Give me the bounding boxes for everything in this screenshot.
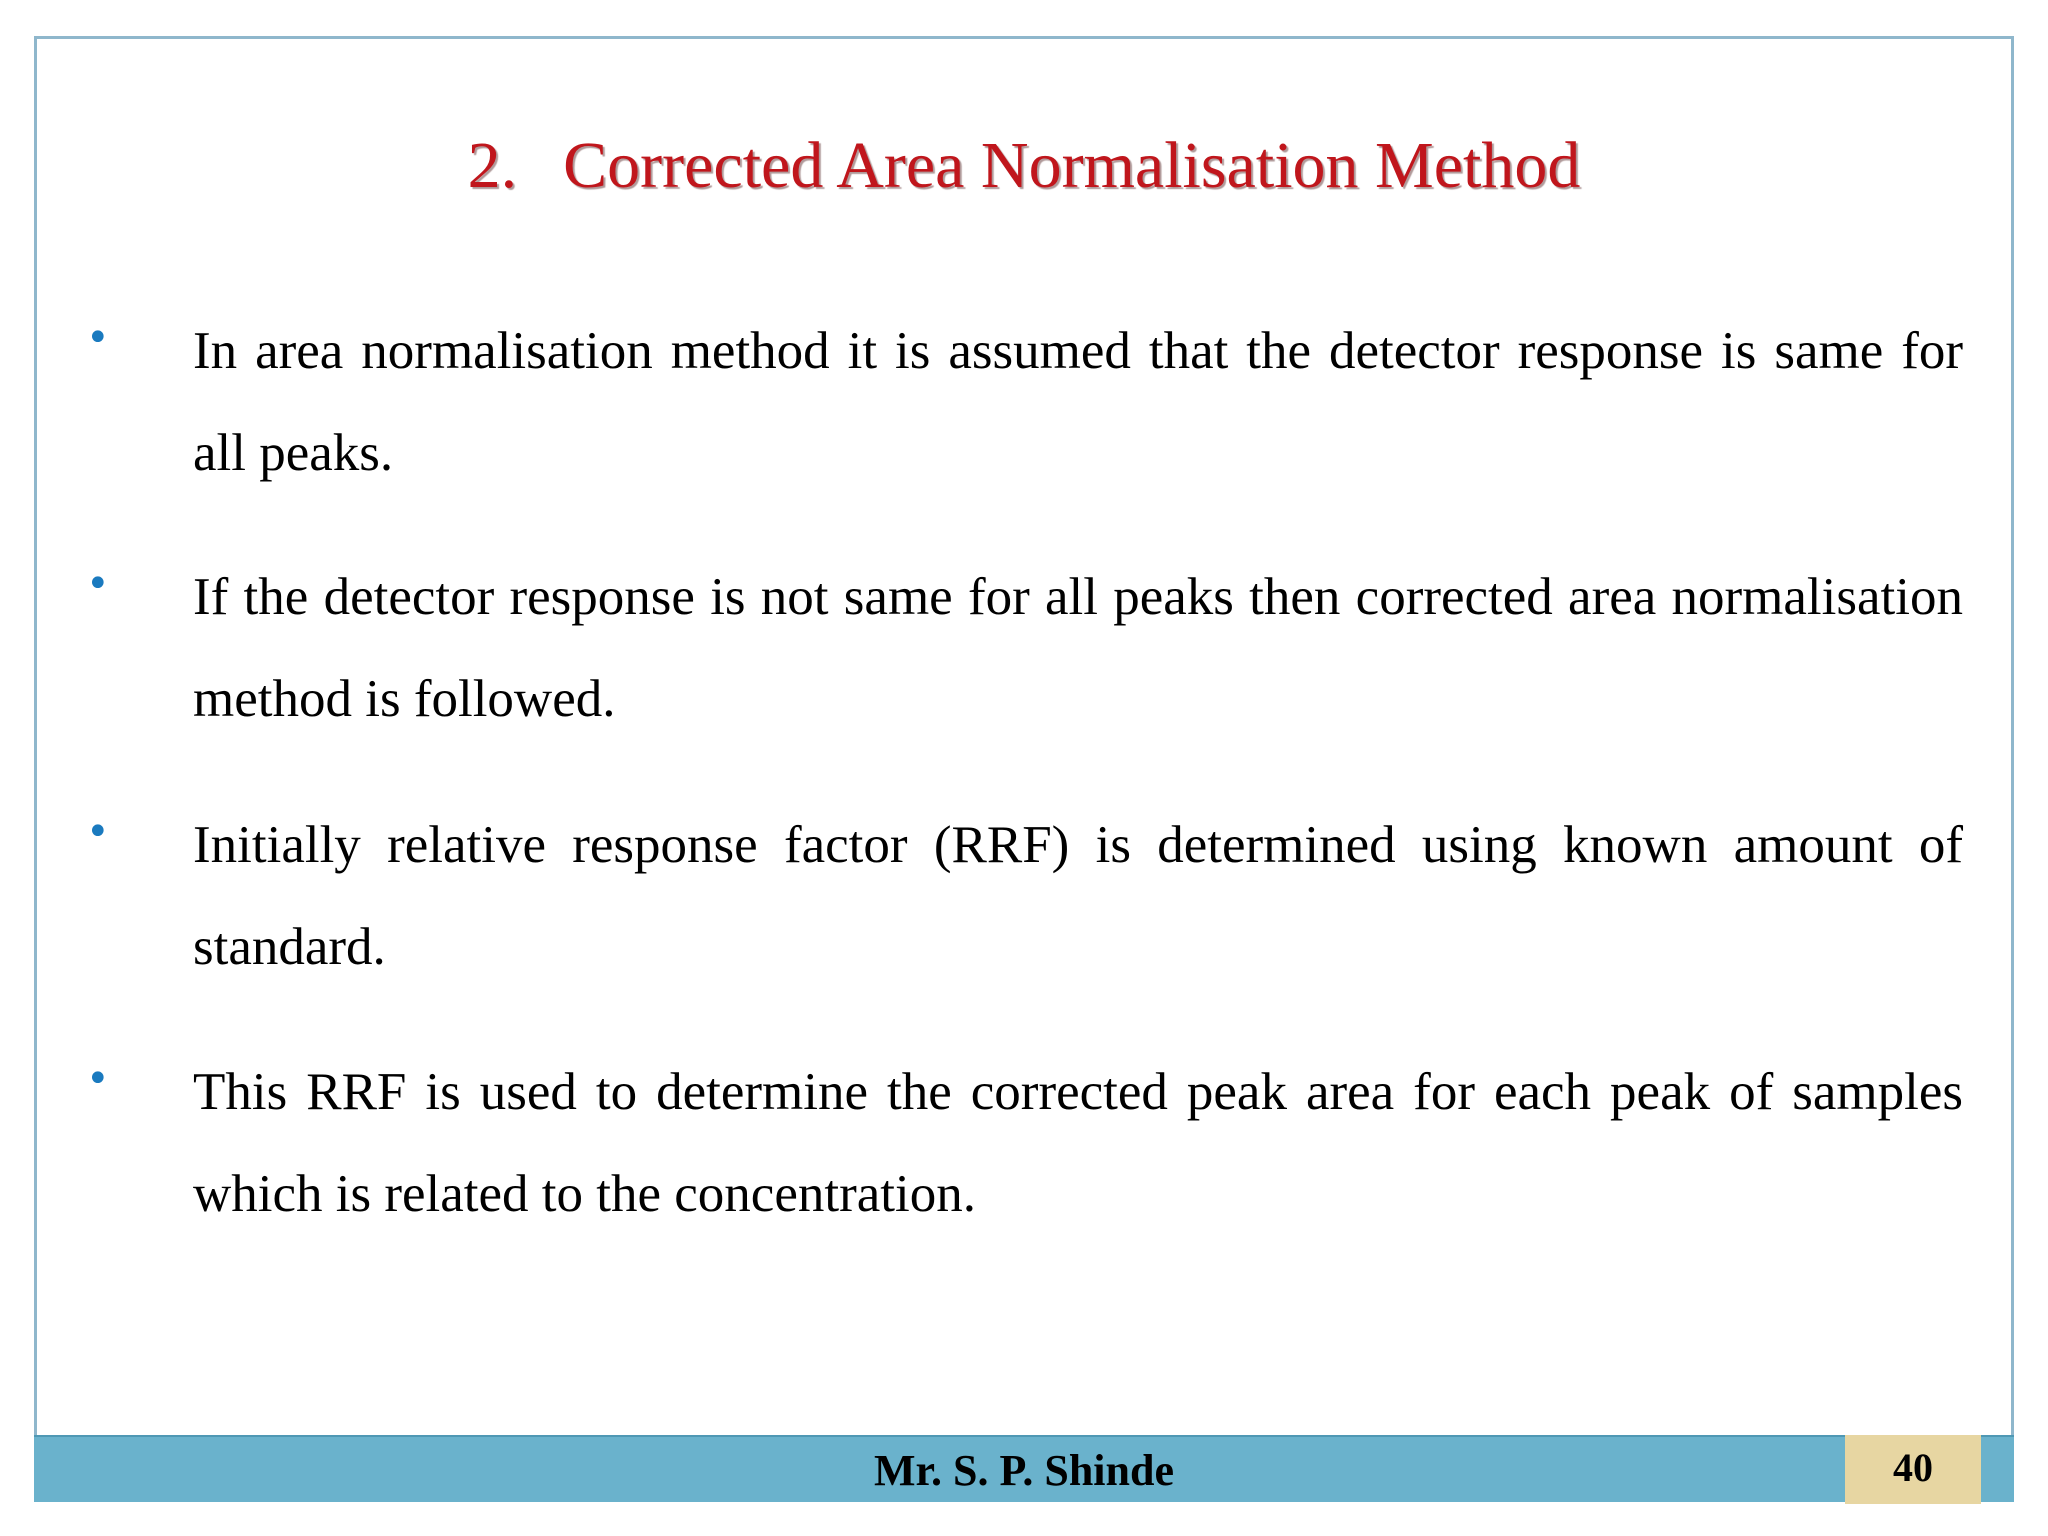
bullet-text: If the detector response is not same for all peaks then corrected area normalisation method is followed. <box>193 568 1963 728</box>
title-number: 2. <box>467 129 518 202</box>
bullet-text: Initially relative response factor (RRF) is determined using known amount of standard. <box>193 816 1963 976</box>
bullet-item <box>0 1041 2048 1261</box>
page-number-badge: 40 <box>1845 1435 1981 1504</box>
bullet-item <box>0 300 2048 520</box>
bullet-dot-icon: • <box>86 1056 110 1102</box>
slide-frame <box>34 36 2014 1502</box>
slide-title <box>0 128 2048 204</box>
bullet-text: In area normalisation method it is assumed that the detector response is same for all peaks. <box>193 322 1963 482</box>
bullet-dot-icon: • <box>86 315 110 361</box>
bullet-item <box>0 794 2048 1014</box>
bullet-dot-icon: • <box>86 809 110 855</box>
footer-author: Mr. S. P. Shinde <box>874 1446 1174 1495</box>
bullet-dot-icon: • <box>86 561 110 607</box>
bullet-text: This RRF is used to determine the corrected peak area for each peak of samples which is related to the concentration. <box>193 1063 1963 1223</box>
title-text: Corrected Area Normalisation Method <box>563 129 1581 202</box>
bullet-item <box>0 546 2048 766</box>
footer-bar <box>34 1435 2014 1502</box>
